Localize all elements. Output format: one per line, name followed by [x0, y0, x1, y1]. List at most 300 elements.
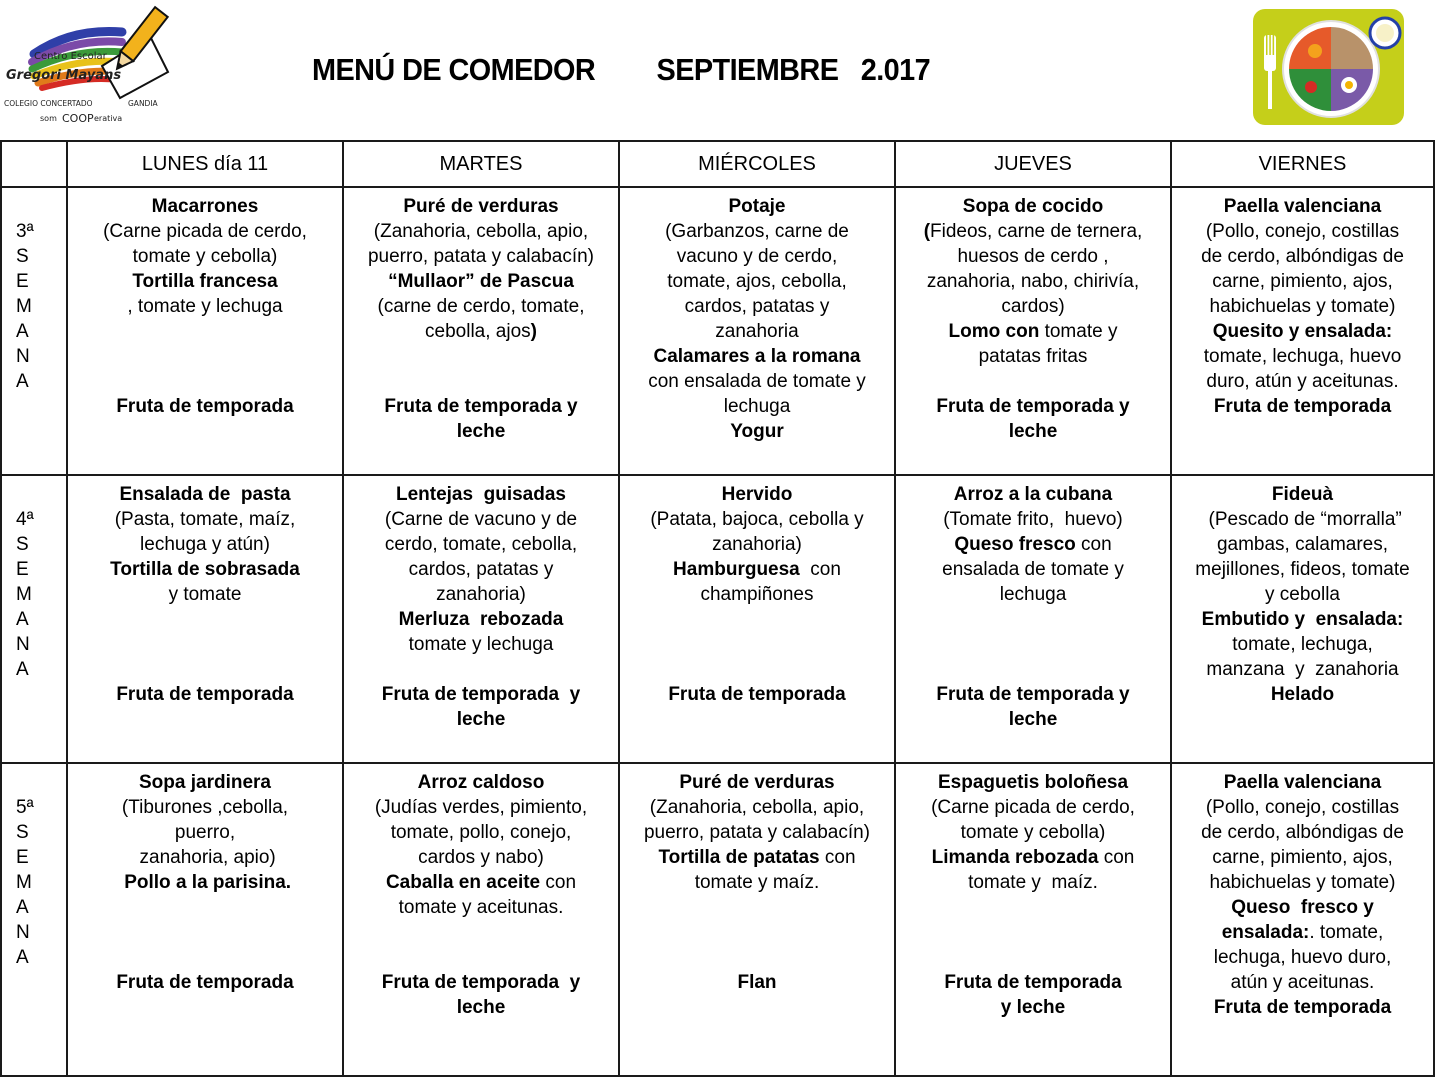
menu-line: [622, 582, 892, 607]
menu-line: [70, 895, 340, 920]
menu-line: [346, 194, 616, 219]
menu-line: [70, 344, 340, 369]
menu-line: [898, 344, 1168, 369]
dish-detail: ensalada de tomate y: [942, 559, 1124, 580]
menu-line: [898, 394, 1168, 419]
menu-line: [346, 294, 616, 319]
menu-line: [622, 845, 892, 870]
logo-line4-coop: COOP: [62, 112, 94, 125]
menu-cell-monday: [67, 475, 343, 763]
menu-line: [898, 995, 1168, 1020]
menu-line: [622, 269, 892, 294]
logo-line2: Gregori Mayans: [6, 68, 122, 83]
menu-line: [622, 920, 892, 945]
menu-line: [622, 294, 892, 319]
dish-detail: zanahoria: [715, 321, 799, 342]
dish-detail: zanahoria): [712, 534, 802, 555]
dish-name: Yogur: [730, 421, 784, 442]
menu-line: [898, 319, 1168, 344]
menu-line: [70, 970, 340, 995]
menu-line: [622, 194, 892, 219]
dish-name: Limanda rebozada: [931, 847, 1099, 868]
menu-line: [898, 632, 1168, 657]
menu-line: [346, 820, 616, 845]
dish-name: Sopa de cocido: [962, 196, 1104, 217]
menu-line: [622, 482, 892, 507]
menu-line: [622, 770, 892, 795]
week-label-char: M: [16, 872, 32, 893]
dish-name: leche: [1008, 709, 1058, 730]
dish-name: Lomo con: [948, 321, 1040, 342]
dish-name: ): [530, 321, 537, 342]
dish-detail: lechuga: [723, 396, 791, 417]
dish-detail: (Zanahoria, cebolla, apio,: [649, 797, 865, 818]
dish-name: Calamares a la romana: [653, 346, 861, 367]
menu-line: [622, 870, 892, 895]
menu-line: [622, 369, 892, 394]
week-row: [1, 763, 1434, 1076]
dish-detail: zanahoria): [436, 584, 526, 605]
menu-line: [1174, 344, 1431, 369]
menu-line: [346, 419, 616, 444]
dish-detail: tomate y: [1039, 321, 1118, 342]
menu-line: [70, 657, 340, 682]
menu-line: [898, 707, 1168, 732]
dish-detail: , tomate y lechuga: [127, 296, 283, 317]
menu-line: [898, 970, 1168, 995]
menu-line: [1174, 269, 1431, 294]
menu-cell-friday: [1171, 763, 1434, 1076]
week-label-char: E: [16, 847, 29, 868]
menu-line: [70, 294, 340, 319]
menu-line: [70, 682, 340, 707]
menu-line: [346, 344, 616, 369]
column-header-wednesday: MIÉRCOLES: [619, 141, 895, 187]
dish-detail: zanahoria, nabo, chirivía,: [926, 271, 1140, 292]
menu-line: [346, 895, 616, 920]
menu-line: [1174, 507, 1431, 532]
menu-line: [622, 607, 892, 632]
dish-name: “Mullaor” de Pascua: [388, 271, 574, 292]
menu-line: [1174, 770, 1431, 795]
menu-line: [346, 870, 616, 895]
dish-detail: tomate, lechuga,: [1232, 634, 1373, 655]
menu-line: [346, 632, 616, 657]
week-label-char: N: [16, 346, 30, 367]
menu-line: [70, 532, 340, 557]
menu-line: [898, 920, 1168, 945]
dish-detail: (Carne picada de cerdo,: [931, 797, 1135, 818]
dish-name: Pollo a la parisina.: [118, 872, 292, 893]
menu-line: [622, 507, 892, 532]
dish-detail: (Pescado de “morralla”: [1203, 509, 1402, 530]
menu-line: [70, 482, 340, 507]
menu-line: [1174, 557, 1431, 582]
dish-detail: cardos y nabo): [418, 847, 544, 868]
dish-detail: (Tomate frito, huevo): [943, 509, 1123, 530]
menu-cell-tuesday: [343, 763, 619, 1076]
logo-line4-prefix: som: [40, 114, 57, 123]
menu-line: [622, 344, 892, 369]
menu-cell-thursday: [895, 763, 1171, 1076]
menu-line: [1174, 194, 1431, 219]
week-label-char: A: [16, 947, 29, 968]
logo-line1: Centro Escolar: [34, 51, 107, 62]
menu-line: [622, 945, 892, 970]
menu-line: [1174, 845, 1431, 870]
dish-detail: (Judías verdes, pimiento,: [374, 797, 588, 818]
dish-detail: tomate, pollo, conejo,: [390, 822, 572, 843]
menu-line: [898, 369, 1168, 394]
column-header-monday: LUNES día 11: [67, 141, 343, 187]
logo-line3-right: GANDIA: [128, 99, 158, 108]
menu-line: [622, 795, 892, 820]
dish-detail: y tomate: [168, 584, 242, 605]
dish-detail: cardos, patatas y: [684, 296, 830, 317]
menu-cell-monday: [67, 763, 343, 1076]
dish-name: Fideuà: [1271, 484, 1334, 505]
menu-line: [70, 607, 340, 632]
dish-name: Fruta de temporada: [116, 396, 294, 417]
menu-cell-monday: [67, 187, 343, 475]
menu-line: [622, 682, 892, 707]
school-logo: [2, 2, 170, 128]
dish-detail: duro, atún y aceitunas.: [1206, 371, 1399, 392]
dish-name: (: [923, 221, 931, 242]
menu-line: [70, 870, 340, 895]
dish-name: Tortilla francesa: [132, 271, 278, 292]
menu-line: [622, 970, 892, 995]
menu-line: [1174, 219, 1431, 244]
dish-name: Fruta de temporada y: [384, 396, 578, 417]
dish-detail: manzana y zanahoria: [1206, 659, 1399, 680]
dish-detail: champiñones: [700, 584, 814, 605]
menu-line: [70, 319, 340, 344]
menu-line: [70, 632, 340, 657]
menu-line: [70, 557, 340, 582]
menu-line: [898, 820, 1168, 845]
week-label-char: A: [16, 659, 29, 680]
dish-detail: lechuga, huevo duro,: [1213, 947, 1392, 968]
dish-name: Quesito y ensalada:: [1212, 321, 1393, 342]
menu-cell-wednesday: [619, 187, 895, 475]
menu-line: [898, 194, 1168, 219]
dish-detail: tomate y maíz.: [968, 872, 1098, 893]
menu-line: [898, 507, 1168, 532]
dish-name: Fruta de temporada: [944, 972, 1122, 993]
menu-line: [346, 707, 616, 732]
dish-detail: Fideos, carne de ternera,: [930, 221, 1143, 242]
menu-line: [1174, 532, 1431, 557]
dish-detail: con: [1075, 534, 1112, 555]
dish-name: Hamburguesa: [673, 559, 800, 580]
dish-detail: tomate, lechuga, huevo: [1203, 346, 1402, 367]
menu-line: [1174, 920, 1431, 945]
week-label-char: S: [16, 534, 29, 555]
menu-line: [346, 532, 616, 557]
dish-name: Queso fresco y: [1231, 897, 1374, 918]
menu-line: [1174, 970, 1431, 995]
dish-name: Arroz a la cubana: [953, 484, 1113, 505]
menu-line: [70, 945, 340, 970]
menu-line: [898, 294, 1168, 319]
menu-line: [70, 770, 340, 795]
menu-line: [70, 582, 340, 607]
dish-detail: (Garbanzos, carne de: [665, 221, 849, 242]
healthy-plate-icon: [1253, 9, 1404, 125]
logo-line4-suffix: erativa: [94, 114, 123, 123]
week-label-char: M: [16, 584, 32, 605]
menu-line: [1174, 294, 1431, 319]
menu-line: [70, 920, 340, 945]
dish-detail: con: [540, 872, 577, 893]
menu-line: [622, 657, 892, 682]
dish-detail: de cerdo, albóndigas de: [1201, 822, 1404, 843]
menu-line: [898, 219, 1168, 244]
menu-line: [622, 632, 892, 657]
dish-detail: (Pollo, conejo, costillas: [1205, 221, 1400, 242]
menu-line: [622, 394, 892, 419]
dish-detail: tomate y lechuga: [408, 634, 554, 655]
week-label-char: N: [16, 634, 30, 655]
dish-detail: cardos): [1001, 296, 1065, 317]
menu-line: [346, 369, 616, 394]
menu-line: [898, 419, 1168, 444]
menu-line: [1174, 795, 1431, 820]
dish-detail: (Carne de vacuno y de: [384, 509, 578, 530]
menu-line: [346, 607, 616, 632]
dish-name: leche: [456, 997, 506, 1018]
menu-line: [1174, 482, 1431, 507]
menu-line: [898, 269, 1168, 294]
dish-detail: con: [819, 847, 856, 868]
menu-line: [622, 532, 892, 557]
dish-detail: (Carne picada de cerdo,: [103, 221, 307, 242]
dish-name: Lentejas guisadas: [395, 484, 566, 505]
menu-line: [898, 845, 1168, 870]
week-label-char: S: [16, 822, 29, 843]
dish-name: Potaje: [728, 196, 786, 217]
dish-detail: (Zanahoria, cebolla, apio,: [373, 221, 589, 242]
week-label-char: A: [16, 609, 29, 630]
menu-line: [898, 657, 1168, 682]
menu-line: [346, 269, 616, 294]
menu-line: [346, 770, 616, 795]
menu-line: [346, 657, 616, 682]
menu-line: [622, 244, 892, 269]
menu-cell-tuesday: [343, 187, 619, 475]
dish-detail: (Patata, bajoca, cebolla y: [650, 509, 864, 530]
menu-line: [70, 244, 340, 269]
dish-name: Paella valenciana: [1223, 196, 1382, 217]
week-label: [1, 475, 67, 763]
dish-detail: tomate y aceitunas.: [398, 897, 564, 918]
week-row: [1, 475, 1434, 763]
menu-cell-tuesday: [343, 475, 619, 763]
menu-line: [70, 394, 340, 419]
dish-detail: vacuno y de cerdo,: [676, 246, 838, 267]
dish-detail: puerro, patata y calabacín): [367, 246, 595, 267]
menu-line: [898, 770, 1168, 795]
menu-line: [898, 557, 1168, 582]
menu-line: [70, 845, 340, 870]
dish-detail: lechuga: [999, 584, 1067, 605]
dish-detail: (Pollo, conejo, costillas: [1205, 797, 1400, 818]
week-label-char: 5ª: [16, 797, 34, 818]
menu-line: [346, 319, 616, 344]
dish-name: Tortilla de patatas: [658, 847, 820, 868]
dish-name: Hervido: [721, 484, 793, 505]
dish-name: Merluza rebozada: [398, 609, 564, 630]
menu-line: [898, 682, 1168, 707]
dish-detail: habichuelas y tomate): [1209, 872, 1396, 893]
title-menu: MENÚ DE COMEDOR: [312, 52, 596, 87]
menu-line: [622, 895, 892, 920]
dish-detail: gambas, calamares,: [1216, 534, 1389, 555]
dish-name: Helado: [1270, 684, 1335, 705]
dish-name: Espaguetis boloñesa: [937, 772, 1129, 793]
menu-line: [622, 319, 892, 344]
dish-detail: mejillones, fideos, tomate: [1195, 559, 1410, 580]
menu-table: [0, 140, 1435, 1077]
menu-line: [898, 582, 1168, 607]
menu-line: [1174, 870, 1431, 895]
menu-line: [898, 607, 1168, 632]
dish-name: Embutido y ensalada:: [1201, 609, 1404, 630]
menu-line: [1174, 582, 1431, 607]
menu-line: [1174, 895, 1431, 920]
week-label-char: N: [16, 922, 30, 943]
header-row: [1, 141, 1434, 187]
menu-line: [1174, 369, 1431, 394]
column-header-thursday: JUEVES: [895, 141, 1171, 187]
dish-name: Fruta de temporada: [116, 972, 294, 993]
menu-cell-wednesday: [619, 763, 895, 1076]
dish-name: Fruta de temporada: [1213, 396, 1392, 417]
menu-cell-wednesday: [619, 475, 895, 763]
dish-name: Flan: [737, 972, 777, 993]
dish-name: Queso fresco: [954, 534, 1076, 555]
dish-detail: atún y aceitunas.: [1230, 972, 1375, 993]
column-header-week: [1, 141, 67, 187]
dish-detail: con: [1098, 847, 1135, 868]
week-label-char: 4ª: [16, 509, 34, 530]
menu-line: [898, 482, 1168, 507]
menu-line: [346, 219, 616, 244]
dish-name: Arroz caldoso: [417, 772, 545, 793]
menu-cell-thursday: [895, 187, 1171, 475]
menu-line: [346, 995, 616, 1020]
menu-line: [346, 970, 616, 995]
menu-line: [346, 482, 616, 507]
dish-detail: carne, pimiento, ajos,: [1212, 271, 1393, 292]
menu-line: [1174, 394, 1431, 419]
dish-name: Paella valenciana: [1223, 772, 1382, 793]
menu-line: [622, 820, 892, 845]
menu-cell-friday: [1171, 187, 1434, 475]
title-month: SEPTIEMBRE 2.017: [656, 52, 931, 87]
dish-name: Fruta de temporada: [116, 684, 294, 705]
menu-line: [346, 557, 616, 582]
menu-line: [70, 194, 340, 219]
menu-line: [346, 920, 616, 945]
dish-name: Fruta de temporada y: [936, 684, 1130, 705]
page-title: [312, 52, 930, 96]
logo-line3-left: COLEGIO CONCERTADO: [4, 99, 93, 108]
week-label-char: 3ª: [16, 221, 34, 242]
dish-detail: cerdo, tomate, cebolla,: [384, 534, 578, 555]
menu-line: [1174, 657, 1431, 682]
dish-detail: lechuga y atún): [140, 534, 270, 555]
menu-line: [898, 244, 1168, 269]
menu-line: [1174, 820, 1431, 845]
menu-line: [1174, 682, 1431, 707]
menu-line: [346, 507, 616, 532]
menu-cell-friday: [1171, 475, 1434, 763]
dish-detail: tomate, ajos, cebolla,: [667, 271, 847, 292]
dish-name: Fruta de temporada y: [381, 684, 581, 705]
dish-detail: tomate y cebolla): [132, 246, 278, 267]
dish-detail: carne, pimiento, ajos,: [1212, 847, 1393, 868]
menu-line: [70, 269, 340, 294]
menu-line: [622, 419, 892, 444]
week-label-char: M: [16, 296, 32, 317]
menu-line: [898, 895, 1168, 920]
menu-line: [1174, 995, 1431, 1020]
dish-name: leche: [456, 709, 506, 730]
dish-name: Puré de verduras: [403, 196, 559, 217]
menu-line: [898, 945, 1168, 970]
menu-line: [1174, 945, 1431, 970]
menu-line: [70, 219, 340, 244]
dish-detail: (carne de cerdo, tomate,: [377, 296, 585, 317]
menu-line: [346, 845, 616, 870]
week-label-char: A: [16, 897, 29, 918]
dish-name: Ensalada de pasta: [119, 484, 291, 505]
dish-detail: (Pasta, tomate, maíz,: [114, 509, 296, 530]
menu-line: [622, 557, 892, 582]
menu-line: [1174, 607, 1431, 632]
menu-line: [346, 682, 616, 707]
dish-detail: patatas fritas: [978, 346, 1088, 367]
menu-line: [346, 244, 616, 269]
dish-detail: (Tiburones ,cebolla,: [121, 797, 289, 818]
dish-detail: tomate y maíz.: [694, 872, 820, 893]
menu-line: [898, 532, 1168, 557]
menu-line: [70, 795, 340, 820]
menu-line: [346, 582, 616, 607]
menu-line: [346, 795, 616, 820]
dish-name: ensalada:: [1221, 922, 1310, 943]
dish-name: Macarrones: [151, 196, 259, 217]
menu-line: [898, 870, 1168, 895]
menu-line: [70, 507, 340, 532]
dish-detail: puerro, patata y calabacín): [643, 822, 871, 843]
dish-name: Puré de verduras: [679, 772, 835, 793]
week-label-char: E: [16, 559, 29, 580]
week-label-char: S: [16, 246, 29, 267]
column-header-tuesday: MARTES: [343, 141, 619, 187]
dish-detail: zanahoria, apio): [134, 847, 276, 868]
menu-line: [346, 945, 616, 970]
dish-detail: cardos, patatas y: [408, 559, 554, 580]
menu-line: [1174, 319, 1431, 344]
menu-line: [346, 394, 616, 419]
dish-detail: huesos de cerdo ,: [957, 246, 1109, 267]
dish-name: Sopa jardinera: [139, 772, 271, 793]
week-label-char: A: [16, 371, 29, 392]
dish-detail: puerro,: [174, 822, 236, 843]
